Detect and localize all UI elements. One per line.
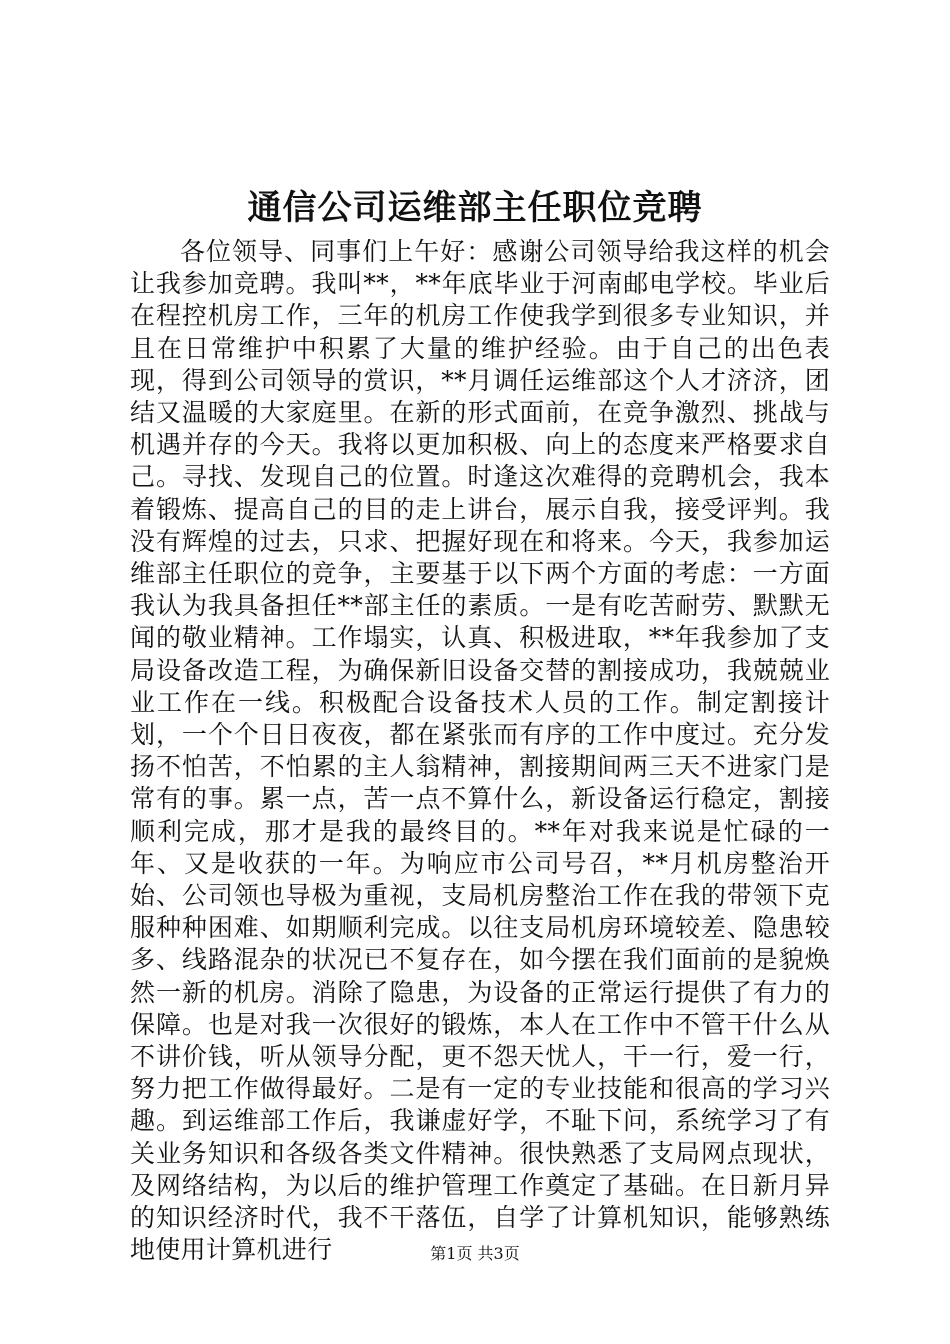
page-number-footer: 第1页 共3页 (430, 1244, 520, 1263)
document-body-paragraph: 各位领导、同事们上午好：感谢公司领导给我这样的机会让我参加竞聘。我叫**，**年底毕业于河南邮电学校。毕业后在程控机房工作，三年的机房工作使我学到很多专业知识，并且在日常维护中积累了大量的维护经验。由于自己的出色表现，得到公司领导的赏识，**月调任运维部这个人才济济，团结又温暖的大家庭里。在新的形式面前，在竞争激烈、挑战与机遇并存的今天。我将以更加积极、向上的态度来严格要求自己。寻找、发现自己的位置。时逢这次难得的竞聘机会，我本着锻炼、提高自己的目的走上讲台，展示自我，接受评判。我没有辉煌的过去，只求、把握好现在和将来。今天，我参加运维部主任职位的竞争，主要基于以下两个方面的考虑：一方面我认为我具备担任**部主任的素质。一是有吃苦耐劳、默默无闻的敬业精神。工作塌实，认真、积极进取，**年我参加了支局设备改造工程，为确保新旧设备交替的割接成功，我兢兢业业工作在一线。积极配合设备技术人员的工作。制定割接计划，一个个日日夜夜，都在紧张而有序的工作中度过。充分发扬不怕苦，不怕累的主人翁精神，割接期间两三天不进家门是常有的事。累一点，苦一点不算什么，新设备运行稳定，割接顺利完成，那才是我的最终目的。**年对我来说是忙碌的一年、又是收获的一年。为响应市公司号召，**月机房整治开始、公司领也导极为重视，支局机房整治工作在我的带领下克服种种困难、如期顺利完成。以往支局机房环境较差、隐患较多、线路混杂的状况已不复存在，如今摆在我们面前的是貌焕然一新的机房。消除了隐患，为设备的正常运行提供了有力的保障。也是对我一次很好的锻炼，本人在工作中不管干什么从不讲价钱，听从领导分配，更不怨天忧人，干一行，爱一行，努力把工作做得最好。二是有一定的专业技能和很高的学习兴趣。到运维部工作后，我谦虚好学，不耻下问，系统学习了有关业务知识和各级各类文件精神。很快熟悉了支局网点现状，及网络结构，为以后的维护管理工作奠定了基础。在日新月异的知识经济时代，我不干落伍，自学了计算机知识，能够熟练地使用计算机进行 (130, 237, 830, 1265)
document-title: 通信公司运维部主任职位竞聘 (247, 188, 703, 228)
